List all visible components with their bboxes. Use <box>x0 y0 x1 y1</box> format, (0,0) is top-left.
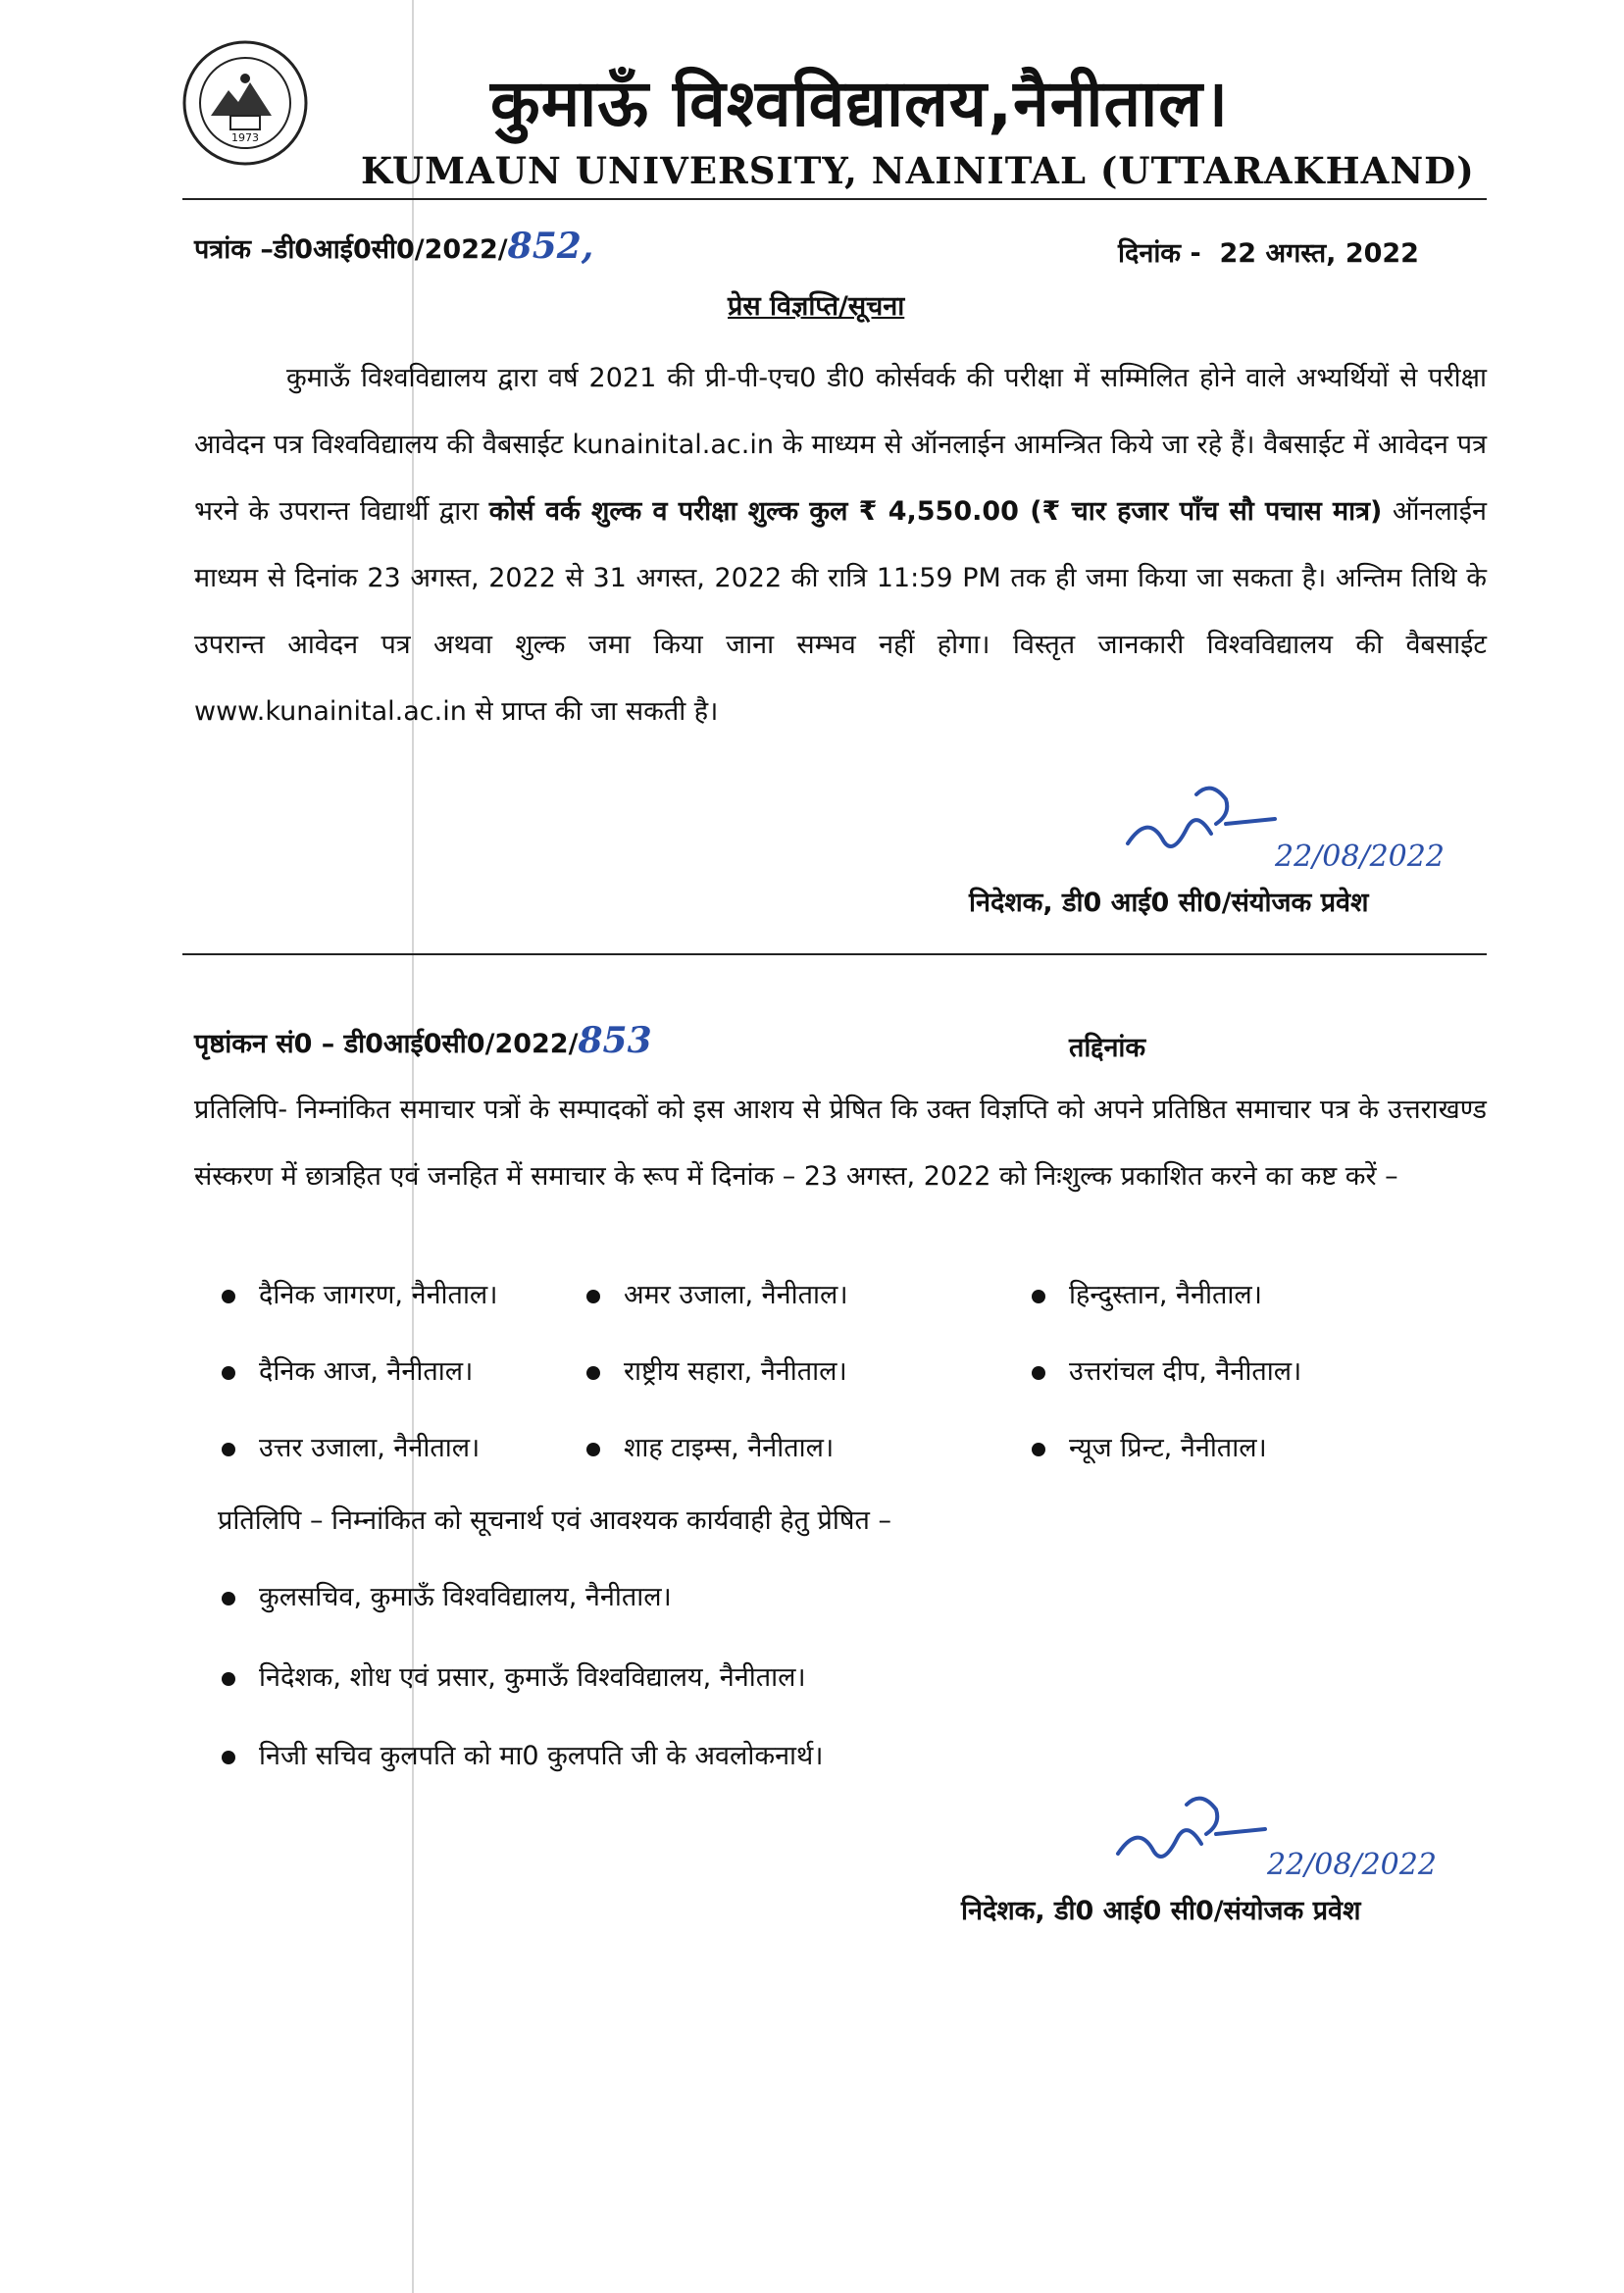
copy2-intro: प्रतिलिपि – निम्नांकित को सूचनार्थ एवं आवश्यक कार्यवाही हेतु प्रेषित – <box>218 1505 891 1536</box>
patrank-label: पत्रांक –डी0आई0सी0/2022/ <box>194 234 508 265</box>
newspaper-item: अमर उजाला, नैनीताल। <box>586 1275 848 1311</box>
date-label: दिनांक - <box>1118 238 1201 269</box>
notice-paragraph <box>194 345 1487 745</box>
newspaper-item: न्यूज प्रिन्ट, नैनीताल। <box>1032 1428 1267 1464</box>
notice-heading: प्रेस विज्ञप्ति/सूचना <box>728 291 905 322</box>
signature-1-date: 22/08/2022 <box>1275 840 1445 874</box>
notice-text-part1: कुमाऊँ विश्वविद्यालय द्वारा वर्ष 2021 की प्री-पी-एच0 डी0 कोर्सवर्क की परीक्षा में सम्मिलित होने वाले अभ्यर्थियों से परीक्षा आवेदन पत्र विश्वविद्यालय की वैबसाईट kunainital.ac.in के माध्यम से ऑनलाईन आमन्त्रित किये जा रहे हैं। वैबसाईट में आवेदन पत्र भरने के उपरान्त विद्यार्थी द्वारा <box>194 363 1487 527</box>
university-title-hindi: कुमाऊँ विश्वविद्यालय,नैनीताल। <box>490 66 1229 141</box>
signatory-2: निदेशक, डी0 आई0 सी0/संयोजक प्रवेश <box>961 1896 1361 1926</box>
newspaper-item: शाह टाइम्स, नैनीताल। <box>586 1428 834 1464</box>
newspaper-item: दैनिक आज, नैनीताल। <box>222 1351 473 1388</box>
university-title-english: KUMAUN UNIVERSITY, NAINITAL (UTTARAKHAND) <box>361 149 1475 192</box>
university-seal-icon <box>181 39 309 167</box>
date-value: 22 अगस्त, 2022 <box>1219 238 1419 269</box>
newspaper-item: हिन्दुस्तान, नैनीताल। <box>1032 1275 1262 1311</box>
notice-text-part2: ऑनलाईन माध्यम से दिनांक 23 अगस्त, 2022 से 31 अगस्त, 2022 की रात्रि 11:59 PM तक ही जमा किया जा सकता है। अन्तिम तिथि के उपरान्त आवेदन पत्र अथवा शुल्क जमा किया जाना सम्भव नहीं होगा। विस्तृत जानकारी विश्वविद्यालय की वैबसाईट www.kunainital.ac.in से प्राप्त की जा सकती है। <box>194 496 1487 727</box>
endorsement-ref-number: 853 <box>578 1020 652 1061</box>
endorsement-ref-label: पृष्ठांकन सं0 – डी0आई0सी0/2022/ <box>194 1029 579 1059</box>
reference-row <box>194 226 593 267</box>
newspaper-item: दैनिक जागरण, नैनीताल। <box>222 1275 497 1311</box>
recipient-item: निजी सचिव कुलपति को मा0 कुलपति जी के अवलोकनार्थ। <box>222 1736 824 1772</box>
newspaper-item: उत्तर उजाला, नैनीताल। <box>222 1428 480 1464</box>
recipient-item: कुलसचिव, कुमाऊँ विश्वविद्यालय, नैनीताल। <box>222 1577 672 1613</box>
svg-text:1973: 1973 <box>231 131 259 144</box>
signature-2-date: 22/08/2022 <box>1267 1848 1437 1882</box>
signatory-1: निदेशक, डी0 आई0 सी0/संयोजक प्रवेश <box>969 888 1369 918</box>
date-row <box>1118 233 1419 270</box>
newspaper-item: उत्तरांचल दीप, नैनीताल। <box>1032 1351 1301 1388</box>
endorsement-ref-row <box>194 1020 652 1061</box>
endorsement-date-label: तद्दिनांक <box>1069 1033 1146 1063</box>
header-divider <box>182 198 1487 200</box>
patrank-number: 852, <box>507 226 594 267</box>
recipient-item: निदेशक, शोध एवं प्रसार, कुमाऊँ विश्वविद्यालय, नैनीताल। <box>222 1657 806 1694</box>
section-divider <box>182 953 1487 955</box>
copy-intro-paragraph: प्रतिलिपि- निम्नांकित समाचार पत्रों के सम्पादकों को इस आशय से प्रेषित कि उक्त विज्ञप्ति को अपने प्रतिष्ठित समाचार पत्र के उत्तराखण्ड संस्करण में छात्रहित एवं जनहित में समाचार के रूप में दिनांक – 23 अगस्त, 2022 को निःशुल्क प्रकाशित करने का कष्ट करें – <box>194 1095 1487 1192</box>
notice-fee-text: कोर्स वर्क शुल्क व परीक्षा शुल्क कुल ₹ 4,550.00 (₹ चार हजार पाँच सौ पचास मात्र) <box>488 496 1383 527</box>
newspaper-item: राष्ट्रीय सहारा, नैनीताल। <box>586 1351 847 1388</box>
